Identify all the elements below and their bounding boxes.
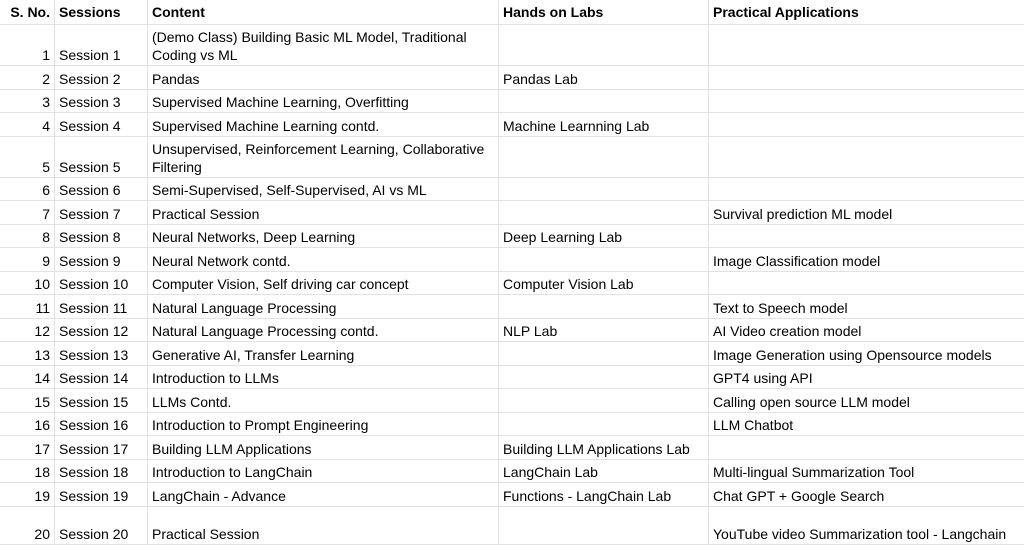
cell-lab[interactable] xyxy=(499,342,709,366)
cell-lab-text: Pandas Lab xyxy=(503,71,578,87)
cell-sno-text: 8 xyxy=(42,229,50,245)
cell-session-text: Session 9 xyxy=(59,253,121,269)
cell-practical-app[interactable] xyxy=(709,137,1024,178)
cell-content-text: Natural Language Processing xyxy=(152,300,337,316)
cell-lab-text: Computer Vision Lab xyxy=(503,276,634,292)
cell-lab[interactable] xyxy=(499,319,709,342)
cell-content[interactable] xyxy=(148,272,499,295)
table-row xyxy=(0,248,1024,272)
cell-content-text: Pandas xyxy=(152,71,200,87)
cell-practical-app[interactable] xyxy=(709,248,1024,272)
cell-sno-text: 2 xyxy=(42,71,50,87)
cell-sno-text: 20 xyxy=(34,526,50,542)
cell-content-text: Supervised Machine Learning, Overfitting xyxy=(152,94,409,110)
cell-practical-app[interactable] xyxy=(709,113,1024,137)
cell-session-text: Session 4 xyxy=(59,118,121,134)
cell-practical-app[interactable] xyxy=(709,25,1024,66)
table-row xyxy=(0,225,1024,248)
cell-lab-text: NLP Lab xyxy=(503,323,558,339)
cell-sno[interactable] xyxy=(0,483,55,507)
cell-content-text: Neural Network contd. xyxy=(152,253,291,269)
cell-content[interactable] xyxy=(148,66,499,90)
cell-practical-app[interactable] xyxy=(709,389,1024,413)
cell-practical-app[interactable] xyxy=(709,366,1024,389)
cell-sno-text: 17 xyxy=(34,441,50,457)
header-sessions[interactable]: Sessions xyxy=(55,0,148,25)
cell-content[interactable] xyxy=(148,366,499,389)
cell-lab-text: Machine Learnning Lab xyxy=(503,118,650,134)
cell-lab[interactable] xyxy=(499,178,709,201)
header-content[interactable]: Content xyxy=(148,0,499,25)
cell-content-text: LLMs Contd. xyxy=(152,394,232,410)
cell-content-text: Practical Session xyxy=(152,206,260,222)
table-row xyxy=(0,389,1024,413)
cell-session[interactable] xyxy=(55,66,148,90)
cell-content-text: LangChain - Advance xyxy=(152,488,286,504)
cell-session-text: Session 8 xyxy=(59,229,121,245)
cell-practical-app[interactable] xyxy=(709,460,1024,483)
cell-practical-app-text: YouTube video Summarization tool - Langchain xyxy=(713,526,1007,542)
cell-session-text: Session 17 xyxy=(59,441,129,457)
cell-practical-app[interactable] xyxy=(709,295,1024,319)
cell-content[interactable] xyxy=(148,90,499,113)
cell-practical-app[interactable] xyxy=(709,319,1024,342)
cell-session[interactable] xyxy=(55,225,148,248)
header-hands-on-labs[interactable]: Hands on Labs xyxy=(499,0,709,25)
cell-session-text: Session 10 xyxy=(59,276,129,292)
cell-content[interactable] xyxy=(148,483,499,507)
cell-lab-text: Deep Learning Lab xyxy=(503,229,623,245)
cell-content[interactable] xyxy=(148,460,499,483)
cell-session[interactable] xyxy=(55,272,148,295)
table-row xyxy=(0,137,1024,178)
cell-lab[interactable] xyxy=(499,295,709,319)
cell-practical-app[interactable] xyxy=(709,201,1024,225)
table-row xyxy=(0,178,1024,201)
cell-session-text: Session 19 xyxy=(59,488,129,504)
cell-session-text: Session 14 xyxy=(59,370,129,386)
cell-lab[interactable] xyxy=(499,225,709,248)
cell-sno[interactable] xyxy=(0,272,55,295)
cell-sno-text: 3 xyxy=(42,94,50,110)
cell-session[interactable] xyxy=(55,201,148,225)
table-row xyxy=(0,90,1024,113)
cell-lab[interactable] xyxy=(499,25,709,66)
cell-practical-app-text: Image Classification model xyxy=(713,253,881,269)
cell-sno[interactable] xyxy=(0,342,55,366)
cell-lab[interactable] xyxy=(499,413,709,436)
cell-session-text: Session 2 xyxy=(59,71,121,87)
cell-practical-app[interactable] xyxy=(709,436,1024,460)
table-row xyxy=(0,25,1024,66)
cell-sno[interactable] xyxy=(0,319,55,342)
table-row xyxy=(0,366,1024,389)
cell-practical-app[interactable] xyxy=(709,483,1024,507)
cell-session[interactable] xyxy=(55,366,148,389)
cell-content[interactable] xyxy=(148,389,499,413)
cell-sno-text: 12 xyxy=(34,323,50,339)
cell-session-text: Session 1 xyxy=(59,47,121,63)
cell-sno-text: 15 xyxy=(34,394,50,410)
cell-practical-app-text: LLM Chatbot xyxy=(713,417,794,433)
cell-practical-app-text: Survival prediction ML model xyxy=(713,206,893,222)
cell-lab[interactable] xyxy=(499,137,709,178)
cell-sno[interactable] xyxy=(0,413,55,436)
cell-practical-app-text: Chat GPT + Google Search xyxy=(713,488,885,504)
cell-sno-text: 5 xyxy=(42,159,50,175)
cell-practical-app-text: Calling open source LLM model xyxy=(713,394,910,410)
cell-practical-app[interactable] xyxy=(709,272,1024,295)
cell-session-text: Session 18 xyxy=(59,464,129,480)
table-row xyxy=(0,272,1024,295)
cell-practical-app-text: Multi-lingual Summarization Tool xyxy=(713,464,915,480)
cell-sno[interactable] xyxy=(0,295,55,319)
cell-content[interactable] xyxy=(148,178,499,201)
cell-session-text: Session 12 xyxy=(59,323,129,339)
cell-session-text: Session 5 xyxy=(59,159,121,175)
cell-content[interactable] xyxy=(148,319,499,342)
cell-content-text: Building LLM Applications xyxy=(152,441,312,457)
cell-lab-text: LangChain Lab xyxy=(503,464,598,480)
cell-sno[interactable] xyxy=(0,248,55,272)
cell-practical-app-text: Image Generation using Opensource models xyxy=(713,347,992,363)
cell-content[interactable] xyxy=(148,113,499,137)
cell-session[interactable] xyxy=(55,25,148,66)
cell-session[interactable] xyxy=(55,90,148,113)
cell-sno[interactable] xyxy=(0,90,55,113)
cell-lab[interactable] xyxy=(499,460,709,483)
cell-sno[interactable] xyxy=(0,389,55,413)
cell-sno-text: 11 xyxy=(35,300,50,316)
cell-content[interactable] xyxy=(148,25,499,66)
cell-content[interactable] xyxy=(148,436,499,460)
cell-sno-text: 14 xyxy=(34,370,50,386)
cell-session[interactable] xyxy=(55,319,148,342)
cell-sno[interactable] xyxy=(0,113,55,137)
table-row xyxy=(0,507,1024,545)
cell-practical-app[interactable] xyxy=(709,413,1024,436)
cell-content[interactable] xyxy=(148,225,499,248)
cell-content-text: Computer Vision, Self driving car concept xyxy=(152,276,409,292)
table-row xyxy=(0,342,1024,366)
header-row xyxy=(0,0,1024,25)
cell-session-text: Session 20 xyxy=(59,526,129,542)
cell-content[interactable] xyxy=(148,137,499,178)
table-row xyxy=(0,319,1024,342)
cell-sno-text: 13 xyxy=(34,347,50,363)
cell-content-text: Generative AI, Transfer Learning xyxy=(152,347,355,363)
cell-sno-text: 18 xyxy=(34,464,50,480)
cell-practical-app[interactable] xyxy=(709,178,1024,201)
cell-sno-text: 4 xyxy=(42,118,50,134)
cell-sno[interactable] xyxy=(0,507,55,545)
cell-session-text: Session 7 xyxy=(59,206,121,222)
cell-content[interactable] xyxy=(148,295,499,319)
cell-sno-text: 1 xyxy=(42,47,50,63)
cell-lab-text: Building LLM Applications Lab xyxy=(503,441,690,457)
cell-lab-text: Functions - LangChain Lab xyxy=(503,488,672,504)
cell-session[interactable] xyxy=(55,248,148,272)
cell-sno-text: 19 xyxy=(34,488,50,504)
cell-sno[interactable] xyxy=(0,178,55,201)
cell-session-text: Session 11 xyxy=(59,300,128,316)
cell-sno-text: 7 xyxy=(42,206,50,222)
table-row xyxy=(0,113,1024,137)
cell-content-text: Unsupervised, Reinforcement Learning, Collaborative Filtering xyxy=(152,141,485,175)
cell-content[interactable] xyxy=(148,413,499,436)
cell-sno-text: 6 xyxy=(42,182,50,198)
cell-session-text: Session 15 xyxy=(59,394,129,410)
table-row xyxy=(0,460,1024,483)
cell-lab[interactable] xyxy=(499,272,709,295)
cell-content-text: Natural Language Processing contd. xyxy=(152,323,379,339)
cell-sno[interactable] xyxy=(0,366,55,389)
cell-content-text: Neural Networks, Deep Learning xyxy=(152,229,356,245)
cell-session-text: Session 6 xyxy=(59,182,121,198)
cell-sno-text: 16 xyxy=(34,417,50,433)
cell-practical-app[interactable] xyxy=(709,342,1024,366)
cell-session[interactable] xyxy=(55,178,148,201)
cell-content-text: Supervised Machine Learning contd. xyxy=(152,118,380,134)
table-row xyxy=(0,201,1024,225)
cell-session[interactable] xyxy=(55,483,148,507)
cell-sno[interactable] xyxy=(0,137,55,178)
cell-sno[interactable] xyxy=(0,25,55,66)
cell-lab[interactable] xyxy=(499,248,709,272)
cell-session[interactable] xyxy=(55,137,148,178)
cell-sno-text: 9 xyxy=(42,253,50,269)
cell-practical-app[interactable] xyxy=(709,66,1024,90)
cell-practical-app[interactable] xyxy=(709,507,1024,545)
cell-practical-app-text: AI Video creation model xyxy=(713,323,862,339)
cell-lab[interactable] xyxy=(499,113,709,137)
cell-lab[interactable] xyxy=(499,436,709,460)
cell-lab[interactable] xyxy=(499,483,709,507)
cell-session-text: Session 16 xyxy=(59,417,129,433)
cell-content-text: (Demo Class) Building Basic ML Model, Traditional Coding vs ML xyxy=(152,29,467,63)
cell-session[interactable] xyxy=(55,460,148,483)
cell-content[interactable] xyxy=(148,342,499,366)
cell-content-text: Introduction to LLMs xyxy=(152,370,279,386)
cell-practical-app[interactable] xyxy=(709,225,1024,248)
table-row xyxy=(0,436,1024,460)
cell-session-text: Session 3 xyxy=(59,94,121,110)
cell-sno[interactable] xyxy=(0,460,55,483)
cell-sno[interactable] xyxy=(0,436,55,460)
cell-lab[interactable] xyxy=(499,201,709,225)
cell-session[interactable] xyxy=(55,413,148,436)
table-row xyxy=(0,295,1024,319)
cell-practical-app-text: GPT4 using API xyxy=(713,370,813,386)
cell-lab[interactable] xyxy=(499,389,709,413)
cell-sno[interactable] xyxy=(0,66,55,90)
cell-sno[interactable] xyxy=(0,201,55,225)
table-row xyxy=(0,66,1024,90)
cell-practical-app-text: Text to Speech model xyxy=(713,300,848,316)
cell-lab[interactable] xyxy=(499,507,709,545)
cell-content[interactable] xyxy=(148,248,499,272)
table-row xyxy=(0,483,1024,507)
cell-sno-text: 10 xyxy=(34,276,50,292)
header-practical-applications[interactable]: Practical Applications xyxy=(709,0,1024,25)
header-sno[interactable]: S. No. xyxy=(0,0,55,25)
cell-session[interactable] xyxy=(55,436,148,460)
cell-content-text: Introduction to Prompt Engineering xyxy=(152,417,369,433)
cell-session[interactable] xyxy=(55,113,148,137)
cell-lab[interactable] xyxy=(499,366,709,389)
cell-session[interactable] xyxy=(55,507,148,545)
cell-session[interactable] xyxy=(55,295,148,319)
cell-content-text: Practical Session xyxy=(152,526,260,542)
cell-content-text: Introduction to LangChain xyxy=(152,464,313,480)
cell-content[interactable] xyxy=(148,201,499,225)
cell-content-text: Semi-Supervised, Self-Supervised, AI vs ML xyxy=(152,182,427,198)
cell-lab[interactable] xyxy=(499,66,709,90)
cell-content[interactable] xyxy=(148,507,499,545)
cell-practical-app[interactable] xyxy=(709,90,1024,113)
cell-lab[interactable] xyxy=(499,90,709,113)
cell-session[interactable] xyxy=(55,389,148,413)
table-row xyxy=(0,413,1024,436)
cell-session-text: Session 13 xyxy=(59,347,129,363)
cell-sno[interactable] xyxy=(0,225,55,248)
cell-session[interactable] xyxy=(55,342,148,366)
